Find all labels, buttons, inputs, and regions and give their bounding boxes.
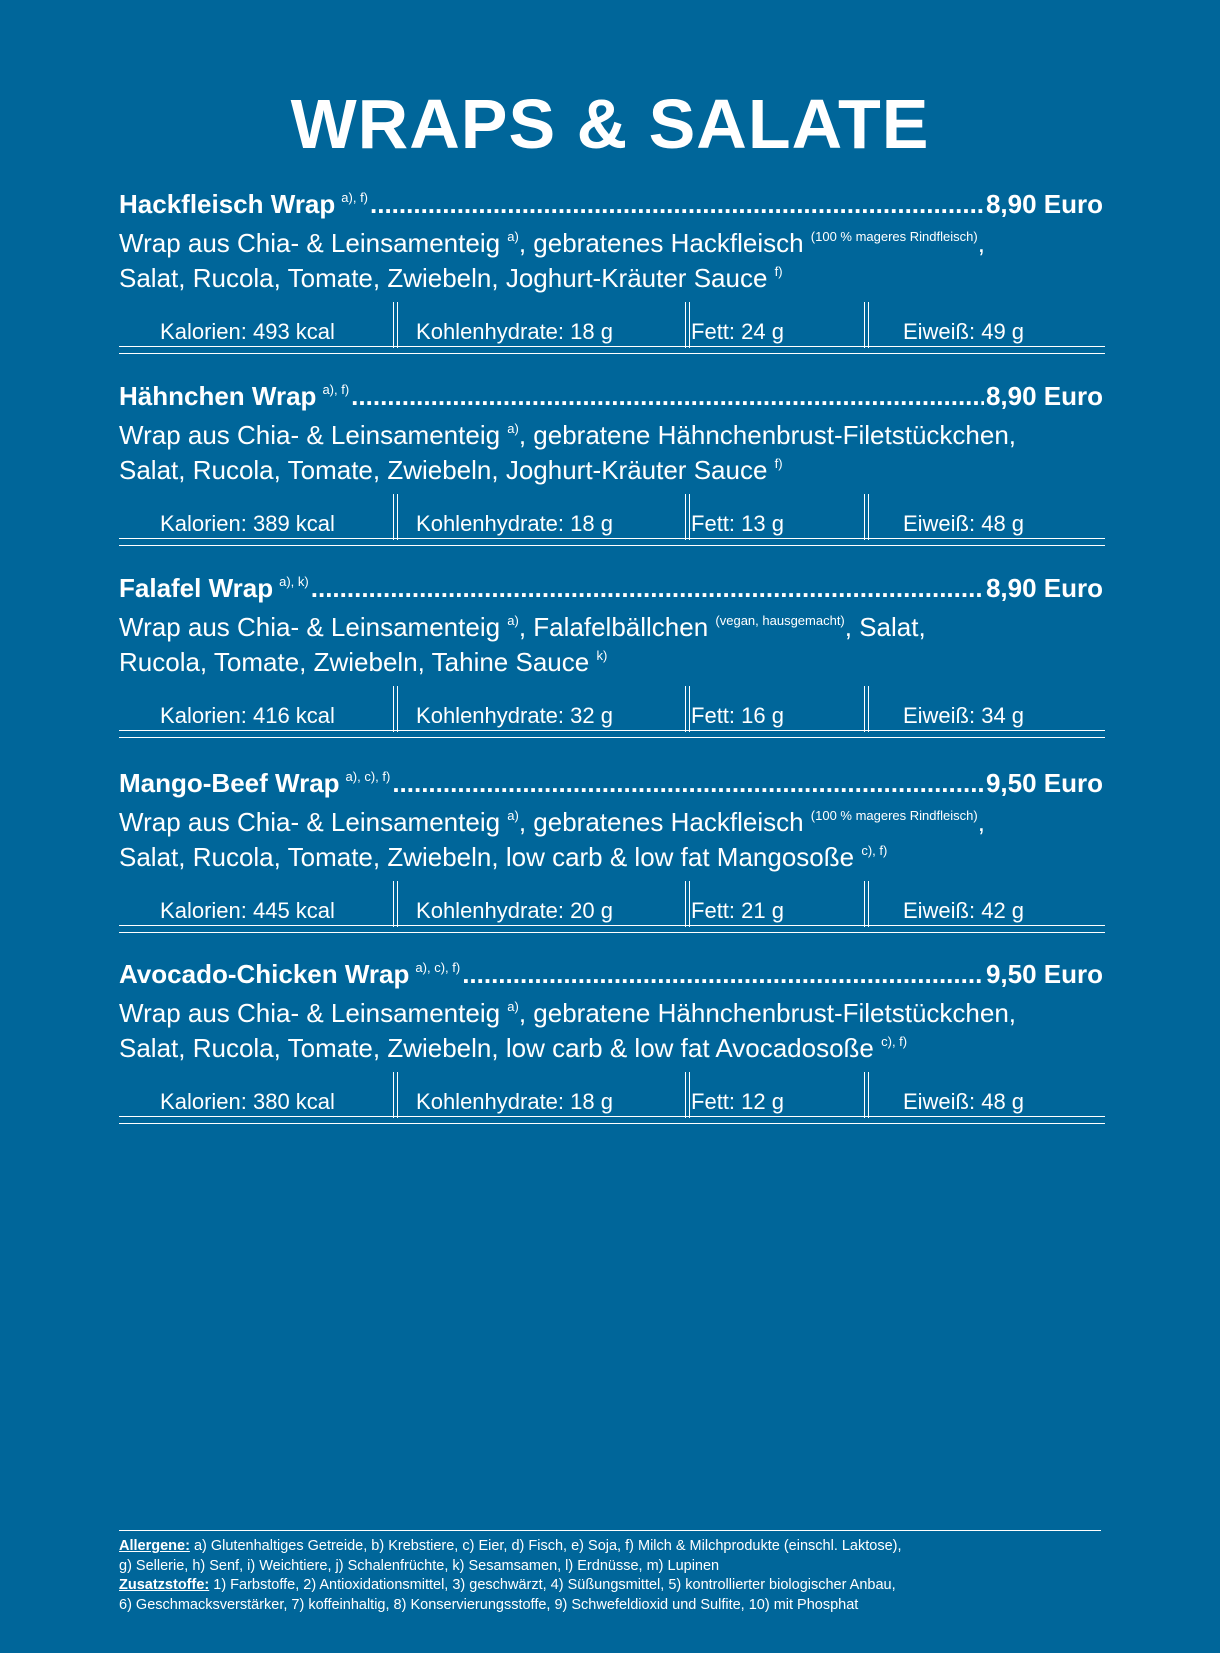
item-price: 8,90 Euro bbox=[985, 573, 1103, 603]
item-heading bbox=[119, 767, 1103, 804]
desc-text: Salat, Rucola, Tomate, Zwiebeln, Joghurt-Kräuter Sauce bbox=[119, 263, 775, 293]
zusatz-label: Zusatzstoffe: bbox=[119, 1577, 210, 1593]
desc-superscript: (100 % mageres Rindfleisch) bbox=[810, 808, 978, 823]
fat-value: Fett: 12 g bbox=[691, 1089, 784, 1114]
nutrition-table bbox=[119, 881, 1105, 927]
protein-value: Eiweiß: 34 g bbox=[902, 703, 1025, 728]
desc-text: Wrap aus Chia- & Leinsamenteig bbox=[119, 420, 508, 450]
zusatz-text-1: 1) Farbstoffe, 2) Antioxidationsmittel, 3) geschwärzt, 4) Süßungsmittel, 5) kontrollierter biologischer Anbau, bbox=[209, 1577, 896, 1593]
nutrition-calories bbox=[119, 1072, 376, 1118]
column-divider bbox=[393, 686, 398, 732]
item-allergens: a), k) bbox=[279, 574, 309, 589]
allergene-label: Allergene: bbox=[119, 1538, 190, 1554]
column-divider bbox=[685, 686, 690, 732]
nutrition-table bbox=[119, 1072, 1105, 1118]
nutrition-calories bbox=[119, 881, 376, 927]
zusatz-line-1 bbox=[119, 1576, 1101, 1596]
item-description-line-1 bbox=[119, 419, 1103, 456]
desc-text: Salat, Rucola, Tomate, Zwiebeln, Joghurt-Kräuter Sauce bbox=[119, 455, 775, 485]
item-price: 9,50 Euro bbox=[985, 768, 1103, 798]
item-description-line-1 bbox=[119, 806, 1103, 843]
desc-text: Wrap aus Chia- & Leinsamenteig bbox=[119, 612, 508, 642]
desc-text: Wrap aus Chia- & Leinsamenteig bbox=[119, 807, 508, 837]
item-allergens: a), c), f) bbox=[345, 769, 391, 784]
nutrition-fat bbox=[653, 686, 822, 732]
fat-value: Fett: 13 g bbox=[691, 511, 784, 536]
carbs-value: Kohlenhydrate: 18 g bbox=[416, 319, 613, 344]
dot-leader bbox=[392, 767, 984, 799]
nutrition-calories bbox=[119, 494, 376, 540]
item-allergens: a), f) bbox=[341, 190, 369, 205]
nutrition-carbs bbox=[376, 494, 653, 540]
carbs-value: Kohlenhydrate: 18 g bbox=[416, 1089, 613, 1114]
item-name: Avocado-Chicken Wrap bbox=[119, 959, 410, 989]
menu-item bbox=[119, 958, 1103, 1114]
item-heading bbox=[119, 572, 1103, 609]
fat-value: Fett: 24 g bbox=[691, 319, 784, 344]
desc-superscript: a) bbox=[507, 613, 519, 628]
desc-superscript: f) bbox=[774, 456, 783, 471]
desc-superscript: c), f) bbox=[861, 843, 888, 858]
item-description-line-2 bbox=[119, 262, 1103, 299]
fat-value: Fett: 16 g bbox=[691, 703, 784, 728]
item-name: Hackfleisch Wrap bbox=[119, 189, 336, 219]
nutrition-fat bbox=[653, 1072, 822, 1118]
item-description-line-1 bbox=[119, 997, 1103, 1034]
nutrition-fat bbox=[653, 881, 822, 927]
page-title: WRAPS & SALATE bbox=[290, 85, 930, 163]
column-divider bbox=[393, 302, 398, 348]
desc-superscript: a) bbox=[507, 808, 519, 823]
column-divider bbox=[393, 881, 398, 927]
item-heading bbox=[119, 188, 1103, 225]
desc-superscript: k) bbox=[596, 648, 608, 663]
desc-text: Salat, Rucola, Tomate, Zwiebeln, low carb & low fat Mangosoße bbox=[119, 842, 862, 872]
protein-value: Eiweiß: 48 g bbox=[902, 511, 1025, 536]
column-divider bbox=[685, 302, 690, 348]
item-allergens: a), f) bbox=[322, 382, 350, 397]
nutrition-carbs bbox=[376, 881, 653, 927]
desc-text: Wrap aus Chia- & Leinsamenteig bbox=[119, 228, 508, 258]
carbs-value: Kohlenhydrate: 18 g bbox=[416, 511, 613, 536]
menu-item bbox=[119, 767, 1103, 923]
nutrition-table bbox=[119, 494, 1105, 540]
desc-text: , gebratenes Hackfleisch bbox=[518, 228, 811, 258]
column-divider bbox=[393, 1072, 398, 1118]
desc-superscript: a) bbox=[507, 999, 519, 1014]
dot-leader bbox=[462, 958, 984, 990]
desc-superscript: f) bbox=[774, 264, 783, 279]
nutrition-calories bbox=[119, 686, 376, 732]
column-divider bbox=[393, 494, 398, 540]
nutrition-carbs bbox=[376, 302, 653, 348]
desc-text: , gebratene Hähnchenbrust-Filetstückchen, bbox=[518, 998, 1017, 1028]
zusatz-line-2: 6) Geschmacksverstärker, 7) koffeinhaltig, 8) Konservierungsstoffe, 9) Schwefeldioxid und Sulfite, 10) mit Phosphat bbox=[119, 1596, 859, 1613]
dot-leader bbox=[351, 380, 984, 412]
footer-legend bbox=[119, 1530, 1101, 1615]
menu-item bbox=[119, 188, 1103, 344]
desc-text: Rucola, Tomate, Zwiebeln, Tahine Sauce bbox=[119, 647, 597, 677]
desc-text: , Falafelbällchen bbox=[518, 612, 716, 642]
nutrition-table bbox=[119, 302, 1105, 348]
item-price: 9,50 Euro bbox=[985, 959, 1103, 989]
column-divider bbox=[864, 686, 869, 732]
nutrition-table bbox=[119, 686, 1105, 732]
column-divider bbox=[864, 302, 869, 348]
menu-item bbox=[119, 380, 1103, 536]
nutrition-carbs bbox=[376, 1072, 653, 1118]
desc-text: , bbox=[977, 228, 985, 258]
item-description-line-1 bbox=[119, 227, 1103, 264]
carbs-value: Kohlenhydrate: 20 g bbox=[416, 898, 613, 923]
menu-item bbox=[119, 572, 1103, 728]
calories-value: Kalorien: 493 kcal bbox=[160, 319, 335, 344]
column-divider bbox=[864, 1072, 869, 1118]
desc-text: , gebratenes Hackfleisch bbox=[518, 807, 811, 837]
item-allergens: a), c), f) bbox=[415, 960, 461, 975]
calories-value: Kalorien: 389 kcal bbox=[160, 511, 335, 536]
protein-value: Eiweiß: 49 g bbox=[902, 319, 1025, 344]
desc-text: , gebratene Hähnchenbrust-Filetstückchen, bbox=[518, 420, 1017, 450]
item-name: Hähnchen Wrap bbox=[119, 381, 317, 411]
item-description-line-2 bbox=[119, 646, 1103, 683]
column-divider bbox=[864, 494, 869, 540]
item-description-line-2 bbox=[119, 841, 1103, 878]
item-heading bbox=[119, 958, 1103, 995]
item-name: Mango-Beef Wrap bbox=[119, 768, 340, 798]
allergene-line-1 bbox=[119, 1537, 1101, 1557]
fat-value: Fett: 21 g bbox=[691, 898, 784, 923]
allergene-line-2: g) Sellerie, h) Senf, i) Weichtiere, j) Schalenfrüchte, k) Sesamsamen, l) Erdnüsse, m) Lupinen bbox=[119, 1557, 720, 1574]
calories-value: Kalorien: 416 kcal bbox=[160, 703, 335, 728]
item-description-line-2 bbox=[119, 454, 1103, 491]
item-heading bbox=[119, 380, 1103, 417]
desc-text: Wrap aus Chia- & Leinsamenteig bbox=[119, 998, 508, 1028]
desc-superscript: a) bbox=[507, 421, 519, 436]
column-divider bbox=[685, 881, 690, 927]
dot-leader bbox=[370, 188, 984, 220]
desc-text: Salat, Rucola, Tomate, Zwiebeln, low carb & low fat Avocadosoße bbox=[119, 1033, 882, 1063]
column-divider bbox=[685, 494, 690, 540]
column-divider bbox=[685, 1072, 690, 1118]
protein-value: Eiweiß: 48 g bbox=[902, 1089, 1025, 1114]
item-price: 8,90 Euro bbox=[985, 189, 1103, 219]
allergene-text-1: a) Glutenhaltiges Getreide, b) Krebstiere, c) Eier, d) Fisch, e) Soja, f) Milch & Milchprodukte (einschl. Laktose), bbox=[189, 1538, 902, 1554]
carbs-value: Kohlenhydrate: 32 g bbox=[416, 703, 613, 728]
calories-value: Kalorien: 445 kcal bbox=[160, 898, 335, 923]
column-divider bbox=[864, 881, 869, 927]
desc-text: , Salat, bbox=[844, 612, 926, 642]
desc-text: , bbox=[977, 807, 985, 837]
desc-superscript: (vegan, hausgemacht) bbox=[715, 613, 845, 628]
desc-superscript: (100 % mageres Rindfleisch) bbox=[810, 229, 978, 244]
item-description-line-1 bbox=[119, 611, 1103, 648]
nutrition-carbs bbox=[376, 686, 653, 732]
nutrition-fat bbox=[653, 494, 822, 540]
desc-superscript: a) bbox=[507, 229, 519, 244]
protein-value: Eiweiß: 42 g bbox=[902, 898, 1025, 923]
item-price: 8,90 Euro bbox=[985, 381, 1103, 411]
item-description-line-2 bbox=[119, 1032, 1103, 1069]
dot-leader bbox=[311, 572, 984, 604]
nutrition-calories bbox=[119, 302, 376, 348]
desc-superscript: c), f) bbox=[881, 1034, 908, 1049]
calories-value: Kalorien: 380 kcal bbox=[160, 1089, 335, 1114]
item-name: Falafel Wrap bbox=[119, 573, 274, 603]
nutrition-fat bbox=[653, 302, 822, 348]
